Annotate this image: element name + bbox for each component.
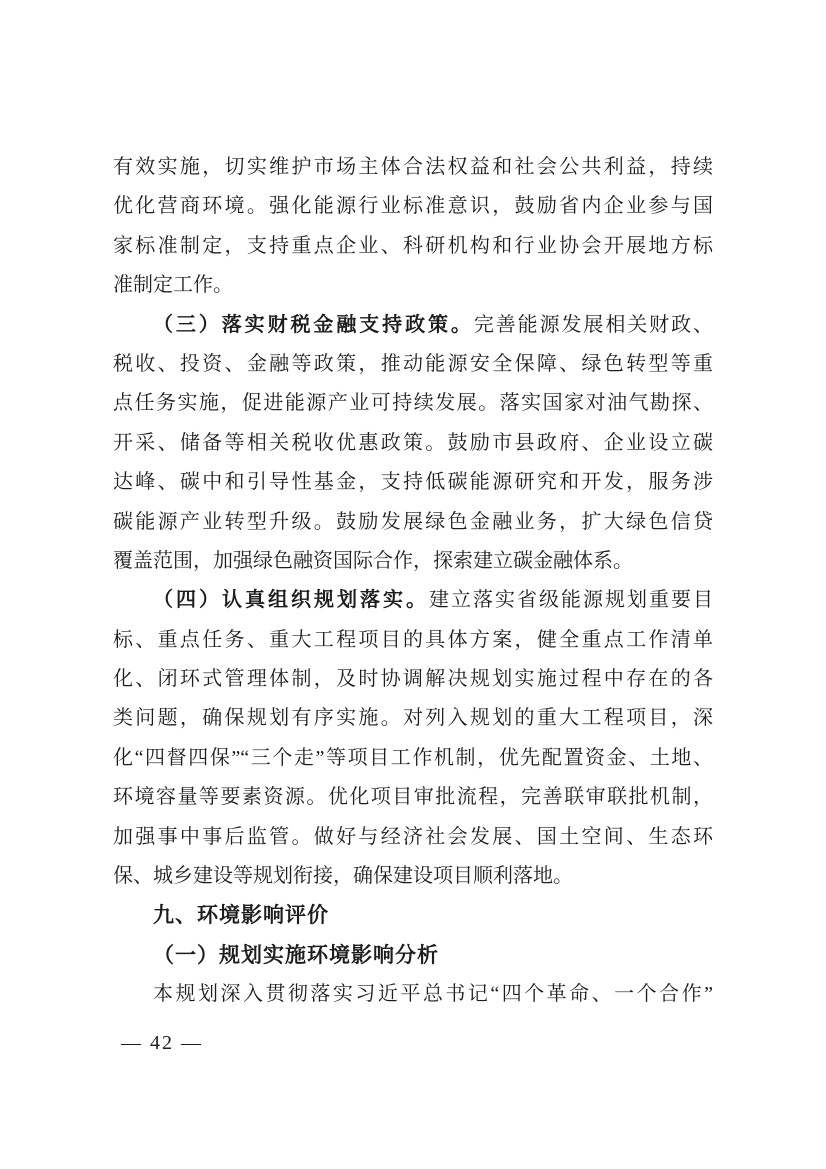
text-line: 达峰、碳中和引导性基金，支持低碳能源研究和开发，服务涉 (113, 471, 713, 494)
paragraph-start-line (113, 306, 713, 345)
paragraph-lead-bold: （四）认真组织规划落实。 (153, 589, 429, 612)
text-line-paragraph-end: 覆盖范围，加强绿色融资国际合作，探索建立碳金融体系。 (113, 549, 633, 572)
text-line: 环境容量等要素资源。优化项目审批流程，完善联审联批机制， (113, 786, 713, 809)
paragraph-start-line: 本规划深入贯彻落实习近平总书记“四个革命、一个合作” (153, 983, 713, 1006)
text-line-paragraph-end: 准制定工作。 (113, 274, 233, 297)
paragraph-lead-rest: 建立落实省级能源规划重要目 (429, 589, 713, 612)
paragraph-lead-bold: （三）落实财税金融支持政策。 (153, 313, 474, 336)
paragraph-lead-rest: 完善能源发展相关财政、 (473, 313, 713, 336)
text-line: 家标准制定，支持重点企业、科研机构和行业协会开展地方标 (113, 234, 713, 257)
text-line: 税收、投资、金融等政策，推动能源安全保障、绿色转型等重 (113, 352, 713, 375)
text-line: 碳能源产业转型升级。鼓励发展绿色金融业务，扩大绿色信贷 (113, 510, 713, 533)
text-line: 点任务实施，促进能源产业可持续发展。落实国家对油气勘探、 (113, 392, 713, 415)
page-number: — 42 — (121, 1032, 203, 1054)
paragraph-start-line (113, 581, 713, 620)
text-line-paragraph-end: 保、城乡建设等规划衔接，确保建设项目顺利落地。 (113, 865, 573, 888)
text-line: 优化营商环境。强化能源行业标准意识，鼓励省内企业参与国 (113, 195, 713, 218)
text-line: 化“四督四保”“三个走”等项目工作机制，优先配置资金、土地、 (113, 746, 713, 769)
text-line: 类问题，确保规划有序实施。对列入规划的重大工程项目，深 (113, 707, 713, 730)
document-body (113, 148, 713, 1015)
text-line: 标、重点任务、重大工程项目的具体方案，健全重点工作清单 (113, 628, 713, 651)
text-line: 开采、储备等相关税收优惠政策。鼓励市县政府、企业设立碳 (113, 431, 713, 454)
text-line: 有效实施，切实维护市场主体合法权益和社会公共利益，持续 (113, 156, 713, 178)
subsection-heading: （一）规划实施环境影响分析 (153, 942, 439, 967)
text-line: 加强事中事后监管。做好与经济社会发展、国土空间、生态环 (113, 825, 713, 848)
text-line: 化、闭环式管理体制，及时协调解决规划实施过程中存在的各 (113, 668, 713, 691)
chapter-heading: 九、环境影响评价 (153, 904, 329, 928)
